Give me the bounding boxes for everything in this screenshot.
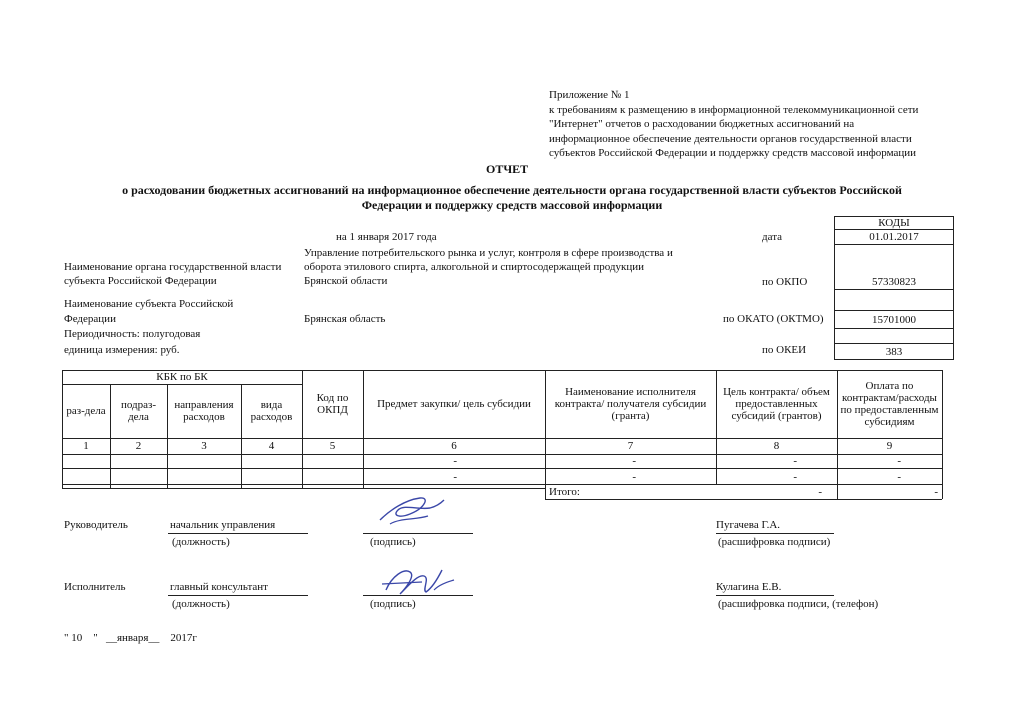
head-caption-decoding: (расшифровка подписи) [718,536,831,548]
periodicity: Периодичность: полугодовая [64,328,201,340]
col-subject: Предмет закупки/ цель субсидии [377,398,531,410]
table-cell: - [897,455,901,467]
head-caption-signature: (подпись) [370,536,416,548]
appendix-line-3: "Интернет" отчетов о расходовании бюджетных ассигнований на [549,118,855,130]
table-cell: - [632,470,636,483]
col-number: 2 [135,440,142,452]
total-label: Итого: [549,486,580,498]
org-value-line-2: оборота этилового спирта, алкогольной и спиртосодержащей продукции [304,261,645,273]
col-number: 1 [83,440,89,452]
executor-position: главный консультант [170,581,268,593]
okato-label: по ОКАТО (ОКТМО) [723,313,824,325]
footer-date: " 10 " __января__ 2017г [64,632,197,644]
okpo-label: по ОКПО [762,276,808,288]
report-title: ОТЧЕТ [486,162,529,176]
appendix-line-2: к требованиям к размещению в информационной телекоммуникационной сети [549,104,919,116]
subject-label-line-1: Наименование субъекта Российской [64,298,234,310]
subject-label-line-2: Федерации [64,313,116,325]
executor-signature-drawing [378,560,458,604]
col-payment: Оплата по контрактам/расходы по предоставленным субсидиям [840,380,939,428]
col-number: 3 [201,440,207,452]
head-signature-drawing [370,490,450,530]
head-name: Пугачева Г.А. [716,519,781,531]
col-number: 7 [627,440,634,452]
org-label-line-1: Наименование органа государственной власти [64,261,282,273]
appendix-line-5: субъектов Российской Федерации и поддержку средств массовой информации [549,147,917,159]
table-cell: - [793,470,797,483]
total-col8: - [818,485,822,498]
report-subtitle-line-2: Федерации и поддержку средств массовой информации [361,198,663,212]
org-value-line-1: Управление потребительского рынка и услуг, контроля в сфере производства и [304,247,673,259]
okei-label: по ОКЕИ [762,344,807,356]
org-value-line-3: Брянской области [304,275,388,287]
okpo-value: 57330823 [872,276,916,288]
col-contract-purpose: Цель контракта/ объем предоставленных субсидий (грантов) [723,386,830,422]
executor-name: Кулагина Е.В. [716,581,782,593]
total-col9: - [934,485,938,498]
executor-role: Исполнитель [64,581,126,593]
col-section: раз-дела [66,405,106,417]
head-position: начальник управления [170,519,276,531]
table-cell: - [897,470,901,483]
date-value: 01.01.2017 [869,230,919,243]
col-subsection: подраз- дела [120,399,157,423]
col-number: 9 [886,440,893,452]
col-expense-type: вида расходов [250,399,293,423]
col-number: 6 [451,440,457,452]
report-subtitle-line-1: о расходовании бюджетных ассигнований на информационное обеспечение деятельности органа государственной власти субъектов Российской [122,183,902,197]
executor-caption-decoding: (расшифровка подписи, (телефон) [718,598,879,610]
kbk-header: КБК по БК [156,371,208,383]
col-okpd: Код по ОКПД [316,392,349,416]
col-expense-direction: направления расходов [174,399,234,423]
table-cell: - [793,455,797,467]
unit-of-measure: единица измерения: руб. [64,344,180,356]
col-contractor: Наименование исполнителя контракта/ получателя субсидии (гранта) [554,386,707,422]
date-label: дата [762,231,783,243]
executor-caption-position: (должность) [172,598,230,610]
okei-value: 383 [885,345,903,358]
table-cell: - [453,455,457,467]
appendix-line-1: Приложение № 1 [549,89,630,101]
table-cell: - [453,470,457,483]
col-number: 8 [773,440,780,452]
okato-value: 15701000 [872,313,916,326]
head-caption-position: (должность) [172,536,230,548]
col-number: 5 [329,440,336,452]
subject-value: Брянская область [304,313,386,325]
as-of-date: на 1 января 2017 года [336,231,437,243]
table-cell: - [632,455,636,467]
col-number: 4 [268,440,275,452]
codes-label: КОДЫ [878,216,910,229]
org-label-line-2: субъекта Российской Федерации [64,275,217,287]
head-role: Руководитель [64,519,128,531]
appendix-line-4: информационное обеспечение деятельности органов государственной власти [549,133,912,145]
executor-caption-signature: (подпись) [370,598,416,610]
